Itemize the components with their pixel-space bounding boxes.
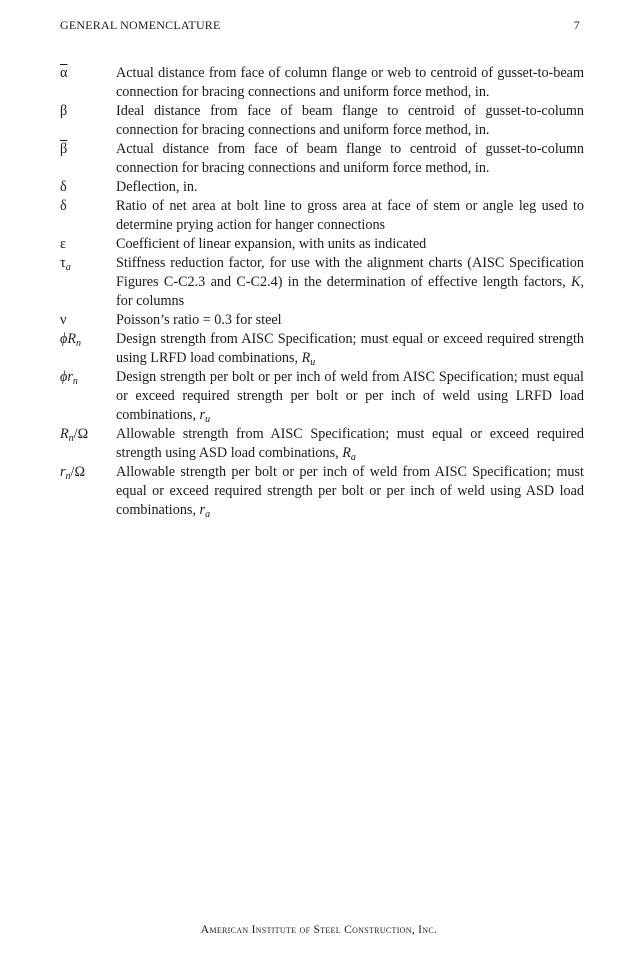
entry-description: Actual distance from face of beam flange to centroid of gusset-to-column connection for bracing connections and uniform force method, in. — [116, 141, 584, 176]
nomenclature-entry — [60, 102, 584, 140]
nomenclature-entry — [60, 254, 584, 311]
entry-symbol: ε — [60, 236, 66, 252]
nomenclature-entry — [60, 311, 584, 330]
nomenclature-entry — [60, 140, 584, 178]
entry-variable — [342, 445, 356, 461]
variable-base: R — [342, 445, 351, 461]
symbol-subscript: n — [76, 338, 82, 349]
entry-variable: K — [570, 274, 581, 290]
variable-subscript: a — [205, 509, 211, 520]
entry-symbol: β — [60, 103, 68, 119]
symbol-tail: /Ω — [73, 426, 89, 442]
entry-symbol: $\overline{\alpha}$ — [60, 65, 68, 81]
entry-description: Allowable strength per bolt or per inch of weld from AISC Specification; must equal or exceed required strength per bolt or per inch of weld using ASD load combinations, — [116, 464, 584, 518]
variable-subscript: a — [350, 452, 356, 463]
nomenclature-list — [60, 64, 584, 520]
entry-description: Deflection, in. — [116, 179, 198, 195]
nomenclature-entry — [60, 197, 584, 235]
nomenclature-entry — [60, 463, 584, 520]
page-number: 7 — [573, 18, 580, 32]
entry-description: Coefficient of linear expansion, with units as indicated — [116, 236, 427, 252]
entry-symbol — [60, 254, 114, 273]
nomenclature-entry — [60, 330, 584, 368]
entry-description: Design strength per bolt or per inch of weld from AISC Specification; must equal or exceed required strength per bolt or per inch of weld using LRFD load combinations, — [116, 369, 584, 423]
entry-symbol: ν — [60, 312, 67, 328]
nomenclature-entry — [60, 368, 584, 425]
entry-description-tail: , for columns — [116, 274, 584, 309]
variable-subscript: u — [310, 357, 316, 368]
symbol-subscript: n — [65, 471, 71, 482]
entry-description: Poisson’s ratio = 0.3 for steel — [116, 312, 282, 328]
symbol-base: R — [60, 426, 69, 442]
variable-base: r — [199, 407, 206, 423]
entry-symbol: δ — [60, 198, 67, 214]
entry-symbol: δ — [60, 179, 67, 195]
entry-variable — [200, 502, 211, 518]
entry-description: Actual distance from face of column flange or web to centroid of gusset-to-beam connection for bracing connections and uniform force method, in. — [116, 65, 584, 100]
entry-description: Ratio of net area at bolt line to gross area at face of stem or angle leg used to determine prying action for hanger connections — [116, 198, 584, 233]
nomenclature-entry — [60, 64, 584, 102]
symbol-subscript: a — [65, 262, 71, 273]
entry-description: Stiffness reduction factor, for use with the alignment charts (AISC Specification Figures C-C2.3 and C-C2.4) in the determination of effective length factors, — [116, 255, 584, 290]
entry-symbol — [60, 330, 114, 349]
symbol-base: τ — [60, 255, 66, 271]
variable-base: R — [301, 350, 311, 366]
entry-symbol: $\overline{\beta}$ — [60, 141, 68, 157]
symbol-base: ϕR — [60, 331, 77, 347]
running-header-title: GENERAL NOMENCLATURE — [60, 18, 221, 32]
variable-subscript: u — [205, 414, 211, 425]
entry-description: Design strength from AISC Specification; must equal or exceed required strength using LRFD load combinations, — [116, 331, 584, 366]
entry-symbol — [60, 425, 114, 444]
entry-symbol — [60, 368, 114, 387]
symbol-base: ϕr — [60, 369, 73, 385]
entry-symbol — [60, 463, 114, 482]
nomenclature-entry — [60, 235, 584, 254]
entry-variable — [302, 350, 316, 366]
nomenclature-entry — [60, 178, 584, 197]
nomenclature-entry — [60, 425, 584, 463]
entry-variable — [200, 407, 211, 423]
symbol-subscript: n — [72, 376, 78, 387]
entry-description: Ideal distance from face of beam flange to centroid of gusset-to-column connection for bracing connections and uniform force method, in. — [116, 103, 584, 138]
symbol-base: r — [60, 464, 66, 480]
page-footer: American Institute of Steel Construction, Inc. — [200, 924, 438, 936]
symbol-tail: /Ω — [70, 464, 86, 480]
symbol-subscript: n — [68, 433, 74, 444]
variable-base: r — [199, 502, 206, 518]
running-header — [60, 18, 580, 36]
entry-description: Allowable strength from AISC Specification; must equal or exceed required strength using ASD load combinations, — [116, 426, 584, 461]
